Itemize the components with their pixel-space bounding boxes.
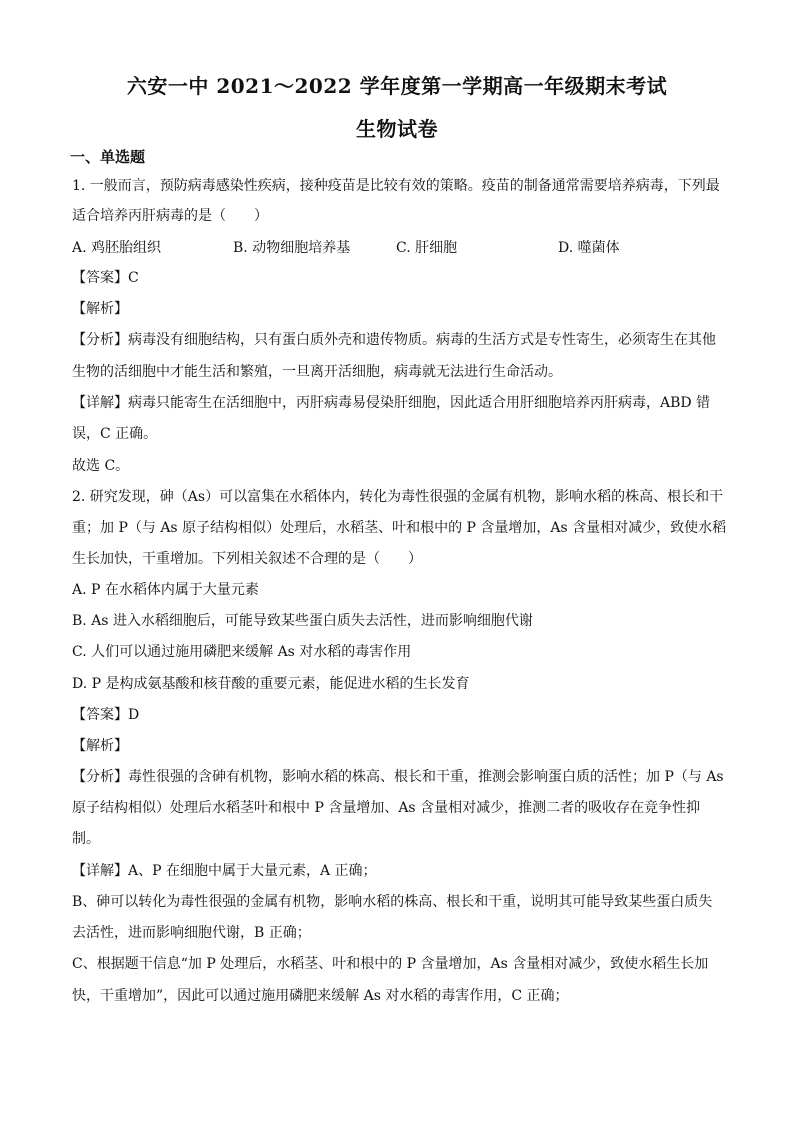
q1-conclusion: 故选 C。 [72, 458, 130, 474]
section-heading: 一、单选题 [70, 148, 146, 166]
q2-xiangjie-line-3: 去活性，进而影响细胞代谢，B 正确； [72, 925, 311, 941]
q2-stem-line-1: 2. 研究发现，砷（As）可以富集在水稻体内，转化为毒性很强的金属有机物，影响水稻的株高、根长和干 [72, 489, 724, 505]
q2-stem-line-2: 重；加 P（与 As 原子结构相似）处理后，水稻茎、叶和根中的 P 含量增加，As 含量相对减少，致使水稻 [72, 520, 727, 536]
q1-xiangjie-line-2: 误，C 正确。 [72, 426, 158, 442]
q1-stem-line-1: 1. 一般而言，预防病毒感染性疾病，接种疫苗是比较有效的策略。疫苗的制备通常需要培养病毒，下列最 [72, 178, 720, 194]
q1-fenxi-line-1: 【分析】病毒没有细胞结构，只有蛋白质外壳和遗传物质。病毒的生活方式是专性寄生，必须寄生在其他 [72, 332, 716, 348]
q2-fenxi-line-2: 原子结构相似）处理后水稻茎叶和根中 P 含量增加、As 含量相对减少，推测二者的吸收存在竞争性抑 [72, 800, 701, 816]
q2-xiangjie-line-2: B、砷可以转化为毒性很强的金属有机物，影响水稻的株高、根长和干重，说明其可能导致某些蛋白质失 [72, 894, 713, 910]
q1-analysis-heading: 【解析】 [72, 301, 128, 317]
q1-option-b: B. 动物细胞培养基 [233, 240, 351, 256]
q2-option-d: D. P 是构成氨基酸和核苷酸的重要元素，能促进水稻的生长发育 [72, 676, 470, 692]
q2-option-c: C. 人们可以通过施用磷肥来缓解 As 对水稻的毒害作用 [72, 644, 412, 660]
q2-xiangjie-line-5: 快，干重增加”，因此可以通过施用磷肥来缓解 As 对水稻的毒害作用，C 正确； [72, 988, 569, 1004]
exam-subtitle: 生物试卷 [356, 117, 438, 141]
q2-option-a: A. P 在水稻体内属于大量元素 [72, 582, 259, 598]
q1-option-d: D. 噬菌体 [558, 240, 620, 256]
q1-fenxi-line-2: 生物的活细胞中才能生活和繁殖，一旦离开活细胞，病毒就无法进行生命活动。 [72, 364, 562, 380]
q2-fenxi-line-1: 【分析】毒性很强的含砷有机物，影响水稻的株高、根长和干重，推测会影响蛋白质的活性；加 P（与 As [72, 769, 724, 785]
q1-xiangjie-line-1: 【详解】病毒只能寄生在活细胞中，丙肝病毒易侵染肝细胞，因此适合用肝细胞培养丙肝病毒，ABD 错 [72, 395, 711, 411]
q1-option-a: A. 鸡胚胎组织 [72, 240, 162, 256]
q2-xiangjie-line-4: C、根据题干信息“加 P 处理后，水稻茎、叶和根中的 P 含量增加，As 含量相对减少，致使水稻生长加 [72, 956, 709, 972]
q1-stem-line-2: 适合培养丙肝病毒的是（ ） [72, 208, 268, 224]
q2-option-b: B. As 进入水稻细胞后，可能导致某些蛋白质失去活性，进而影响细胞代谢 [72, 613, 533, 629]
q2-xiangjie-line-1: 【详解】A、P 在细胞中属于大量元素，A 正确； [72, 863, 377, 879]
exam-title: 六安一中 2021～2022 学年度第一学期高一年级期末考试 [126, 74, 668, 98]
q1-answer: 【答案】C [72, 270, 139, 286]
q2-answer: 【答案】D [72, 707, 140, 723]
q2-fenxi-line-3: 制。 [72, 831, 100, 847]
q2-analysis-heading: 【解析】 [72, 738, 128, 754]
q1-option-c: C. 肝细胞 [396, 240, 458, 256]
q2-stem-line-3: 生长加快，干重增加。下列相关叙述不合理的是（ ） [72, 551, 422, 567]
